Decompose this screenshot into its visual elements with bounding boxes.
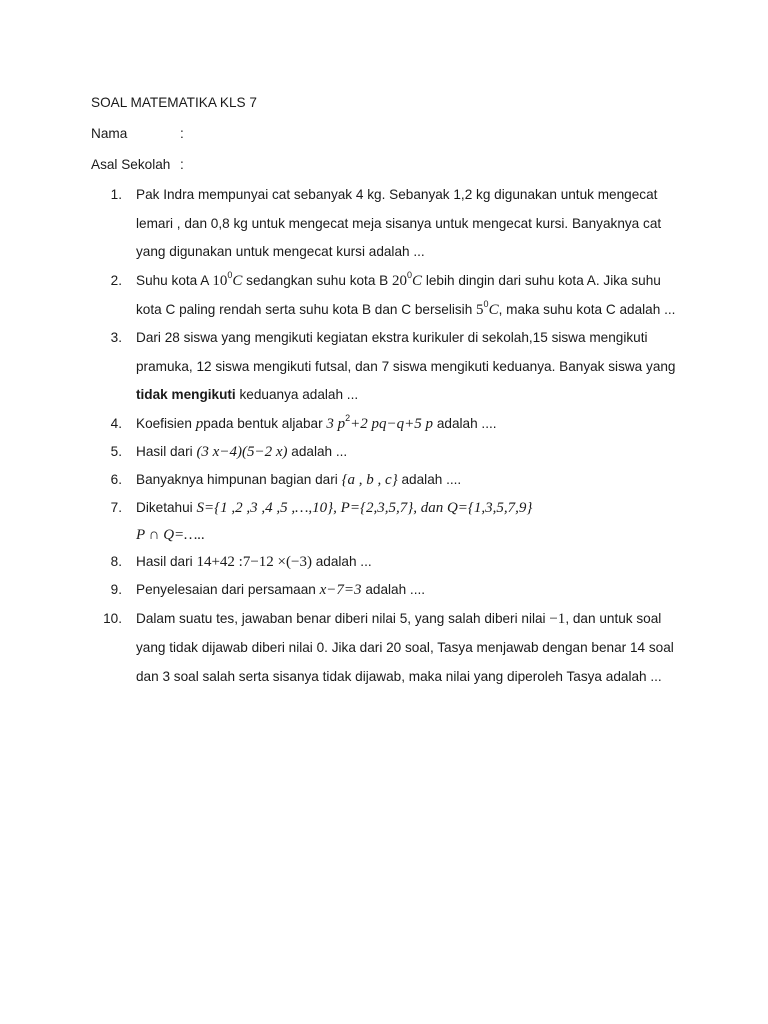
question-2-line-2: kota C paling rendah serta suhu kota B dan C berselisih $5^0C$, maka suhu kota C adalah ... xyxy=(136,299,676,318)
name-colon: : xyxy=(180,126,184,141)
question-5-line-1: Hasil dari (3 x−4)(5−2 x) adalah ... xyxy=(136,444,348,460)
question-3-line-1: Dari 28 siswa yang mengikuti kegiatan ekstra kurikuler di sekolah,15 siswa mengikuti xyxy=(136,330,648,345)
question-number: 8. xyxy=(110,554,122,569)
name-label: Nama xyxy=(91,126,128,141)
question-number: 5. xyxy=(110,444,122,459)
question-number: 9. xyxy=(110,582,122,597)
question-6-line-1: Banyaknya himpunan bagian dari {a , b , c} adalah .... xyxy=(136,472,462,488)
question-3-line-2: pramuka, 12 siswa mengikuti futsal, dan 7 siswa mengikuti keduanya. Banyak siswa yang xyxy=(136,359,676,374)
document-title: SOAL MATEMATIKA KLS 7 xyxy=(91,95,257,110)
question-4-line-1: Koefisien ppada bentuk aljabar 3 $p^2+2$ pq−q+5 p adalah .... xyxy=(136,413,497,432)
question-10-line-3: dan 3 soal salah serta sisanya tidak dijawab, maka nilai yang diperoleh Tasya adalah ... xyxy=(136,669,662,684)
question-1-line-1: Pak Indra mempunyai cat sebanyak 4 kg. Sebanyak 1,2 kg digunakan untuk mengecat xyxy=(136,187,658,202)
question-2-line-1: Suhu kota A $10^0C$ sedangkan suhu kota B $20^0C$ lebih dingin dari suhu kota A. Jika suhu xyxy=(136,270,661,289)
question-3-line-3: tidak mengikuti keduanya adalah ... xyxy=(136,387,359,402)
question-1-line-3: yang digunakan untuk mengecat kursi adalah ... xyxy=(136,244,425,259)
question-number: 2. xyxy=(110,273,122,288)
question-7-line-1: Diketahui S={1 ,2 ,3 ,4 ,5 ,…,10}, P={2,3,5,7}, dan Q={1,3,5,7,9} xyxy=(136,500,533,516)
school-label: Asal Sekolah xyxy=(91,157,171,172)
question-number: 4. xyxy=(110,416,122,431)
question-number: 6. xyxy=(110,472,122,487)
question-10-line-2: yang tidak dijawab diberi nilai 0. Jika dari 20 soal, Tasya menjawab dengan benar 14 soal xyxy=(136,640,674,655)
question-number: 1. xyxy=(110,187,122,202)
question-7-line-2: P ∩ Q=….. xyxy=(136,527,206,543)
question-number: 3. xyxy=(110,330,122,345)
school-colon: : xyxy=(180,157,184,172)
question-number: 7. xyxy=(110,500,122,515)
question-9-line-1: Penyelesaian dari persamaan x−7=3 adalah .... xyxy=(136,582,426,598)
bold-phrase: tidak mengikuti xyxy=(136,387,236,402)
question-10-line-1: Dalam suatu tes, jawaban benar diberi nilai 5, yang salah diberi nilai −1, dan untuk soal xyxy=(136,611,662,627)
question-1-line-2: lemari , dan 0,8 kg untuk mengecat meja sisanya untuk mengecat kursi. Banyaknya cat xyxy=(136,216,662,231)
question-8-line-1: Hasil dari 14+42 :7−12 ×(−3) adalah ... xyxy=(136,554,372,570)
question-number: 10. xyxy=(103,611,122,626)
